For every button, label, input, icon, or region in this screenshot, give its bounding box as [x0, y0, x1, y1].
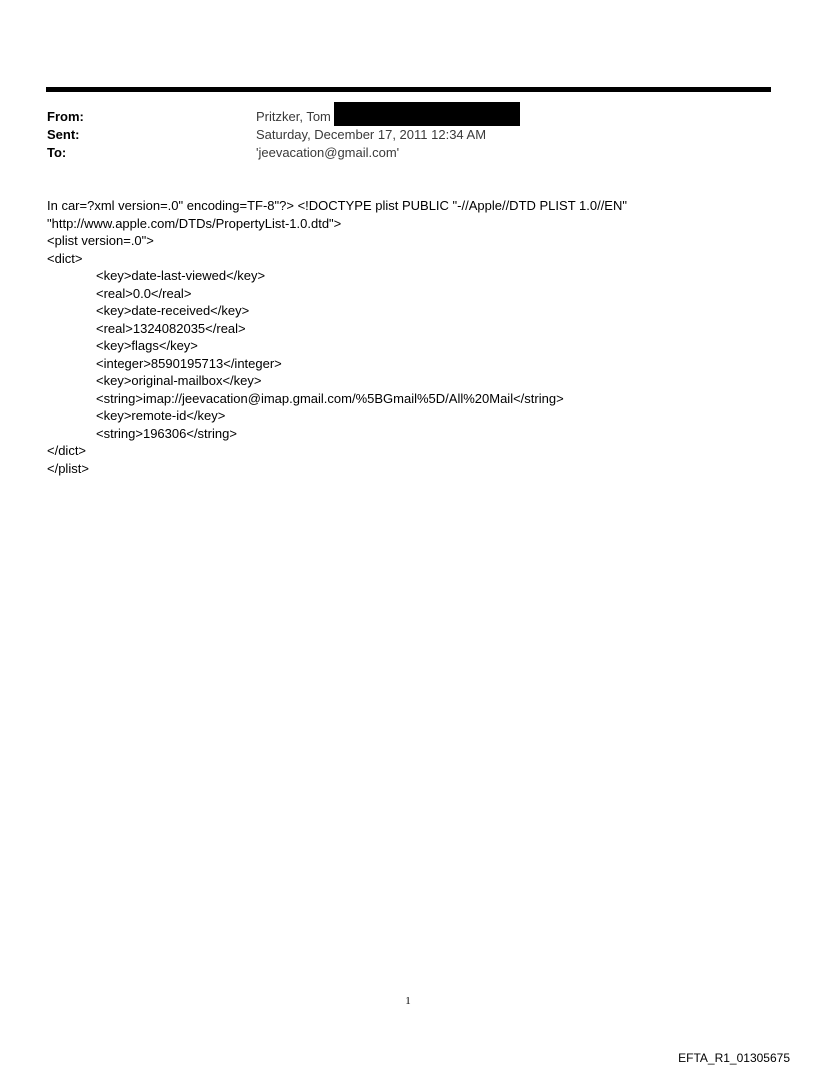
body-line: <key>date-received</key>: [96, 303, 250, 318]
body-line: <string>imap://jeevacation@imap.gmail.com/%5BGmail%5D/All%20Mail</string>: [96, 390, 564, 406]
from-label: From:: [47, 109, 84, 124]
from-value: [256, 108, 520, 126]
email-header: [47, 108, 767, 162]
to-row: [47, 144, 767, 162]
from-name: Pritzker, Tom: [256, 109, 331, 124]
body-line: <integer>8590195713</integer>: [96, 355, 282, 371]
body-line: "http://www.apple.com/DTDs/PropertyList-1.0.dtd">: [47, 215, 342, 231]
sent-label: Sent:: [47, 127, 80, 142]
body-line: <key>flags</key>: [96, 338, 198, 353]
body-line: <key>remote-id</key>: [96, 408, 226, 423]
body-line: <string>196306</string>: [96, 425, 237, 441]
sent-value: Saturday, December 17, 2011 12:34 AM: [256, 127, 487, 142]
sent-row: [47, 126, 767, 144]
page-number: 1: [405, 995, 411, 1007]
body-line: <plist version=.0">: [47, 233, 154, 248]
body-line: <dict>: [47, 250, 83, 266]
body-line: <key>original-mailbox</key>: [96, 373, 262, 388]
body-line: </dict>: [47, 443, 87, 458]
body-line: <key>date-last-viewed</key>: [96, 268, 266, 283]
email-body: [47, 197, 767, 477]
body-line: </plist>: [47, 460, 89, 476]
header-rule: [46, 87, 771, 92]
body-line: In car=?xml version=.0" encoding=TF-8"?> <!DOCTYPE plist PUBLIC "-//Apple//DTD PLIST 1.0//EN": [47, 198, 627, 213]
to-label: To:: [47, 145, 67, 160]
body-line: <real>1324082035</real>: [96, 320, 246, 336]
body-line: <real>0.0</real>: [96, 285, 192, 301]
from-row: [47, 108, 767, 126]
bates-number: EFTA_R1_01305675: [678, 1051, 790, 1065]
redaction-box: [334, 102, 520, 126]
to-value: 'jeevacation@gmail.com': [256, 145, 400, 160]
